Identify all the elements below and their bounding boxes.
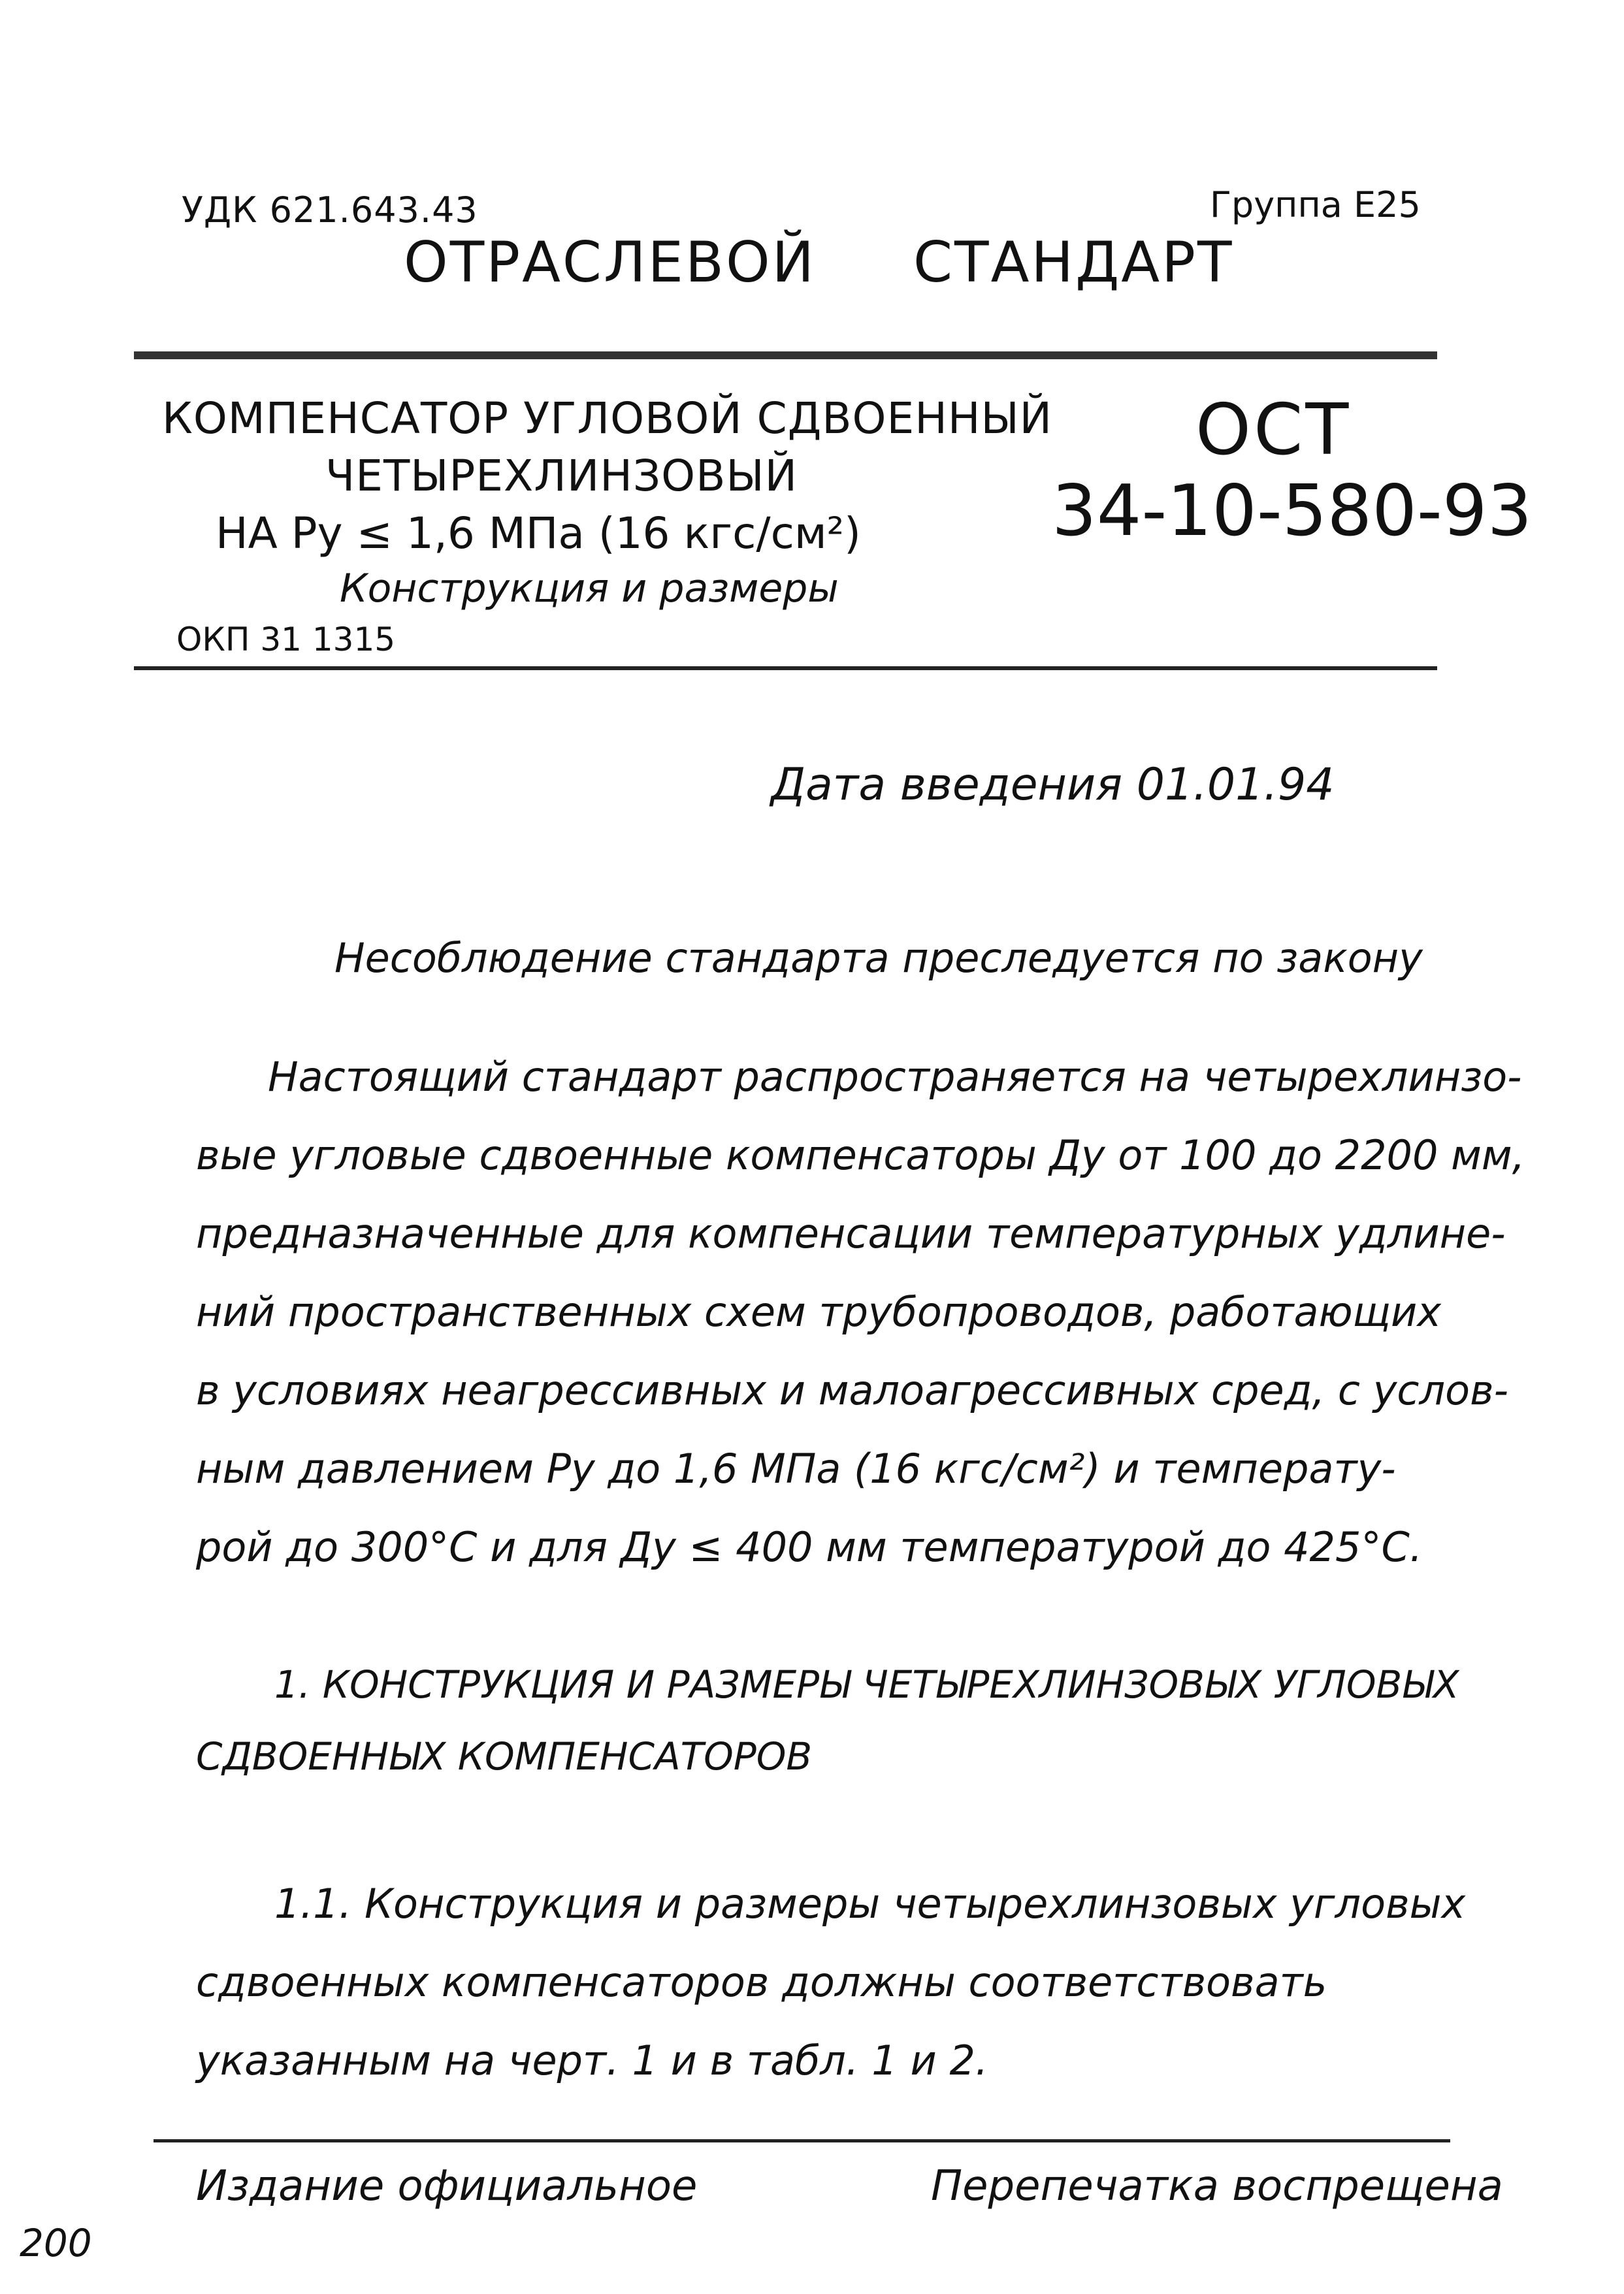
group-code: Группа Е25: [1210, 184, 1421, 225]
udc-code: УДК 621.643.43: [182, 189, 478, 231]
paragraph-line: предназначенные для компенсации температурных удлине-: [196, 1210, 1506, 1257]
paragraph-line: рой до 300°С и для Ду ≤ 400 мм температурой до 425°С.: [196, 1523, 1423, 1571]
introduction-date: Дата введения 01.01.94: [771, 759, 1335, 811]
header-bottom-rule: [134, 666, 1437, 670]
legal-notice: Несоблюдение стандарта преследуется по закону: [334, 934, 1423, 982]
paragraph-line: в условиях неагрессивных и малоагрессивных сред, с услов-: [196, 1366, 1508, 1414]
clause-line: сдвоенных компенсаторов должны соответствовать: [196, 1958, 1327, 2006]
clause-line: 1.1. Конструкция и размеры четырехлинзовых угловых: [274, 1880, 1466, 1928]
footer-rule: [154, 2139, 1450, 2142]
page-number: 200: [20, 2221, 92, 2265]
paragraph-line: ным давлением Ру до 1,6 МПа (16 кгс/см²) и температу-: [196, 1445, 1396, 1493]
document-subtitle: Конструкция и размеры: [340, 566, 839, 611]
product-name-line3: НА Ру ≤ 1,6 МПа (16 кгс/см²): [216, 508, 861, 558]
paragraph-line: Настоящий стандарт распространяется на четырехлинзо-: [268, 1053, 1522, 1101]
footer-reprint-prohibited: Перепечатка воспрещена: [931, 2162, 1503, 2210]
paragraph-line: ний пространственных схем трубопроводов, работающих: [196, 1288, 1442, 1336]
header-top-rule: [134, 351, 1437, 359]
clause-line: указанным на черт. 1 и в табл. 1 и 2.: [196, 2037, 988, 2084]
product-name-line1: КОМПЕНСАТОР УГЛОВОЙ СДВОЕННЫЙ: [162, 393, 1053, 444]
section-heading-line: СДВОЕННЫХ КОМПЕНСАТОРОВ: [196, 1734, 813, 1779]
paragraph-line: вые угловые сдвоенные компенсаторы Ду от 100 до 2200 мм,: [196, 1131, 1525, 1179]
section-heading-line: 1. КОНСТРУКЦИЯ И РАЗМЕРЫ ЧЕТЫРЕХЛИНЗОВЫХ УГЛОВЫХ: [274, 1662, 1459, 1707]
ost-number: 34-10-580-93: [1052, 470, 1533, 552]
okp-code: ОКП 31 1315: [176, 621, 396, 658]
ost-label: ОСТ: [1195, 389, 1352, 471]
product-name-line2: ЧЕТЫРЕХЛИНЗОВЫЙ: [325, 451, 798, 501]
standard-type-right: СТАНДАРТ: [913, 230, 1234, 295]
standard-type-left: ОТРАСЛЕВОЙ: [404, 230, 816, 295]
footer-official-edition: Издание официальное: [196, 2162, 698, 2210]
